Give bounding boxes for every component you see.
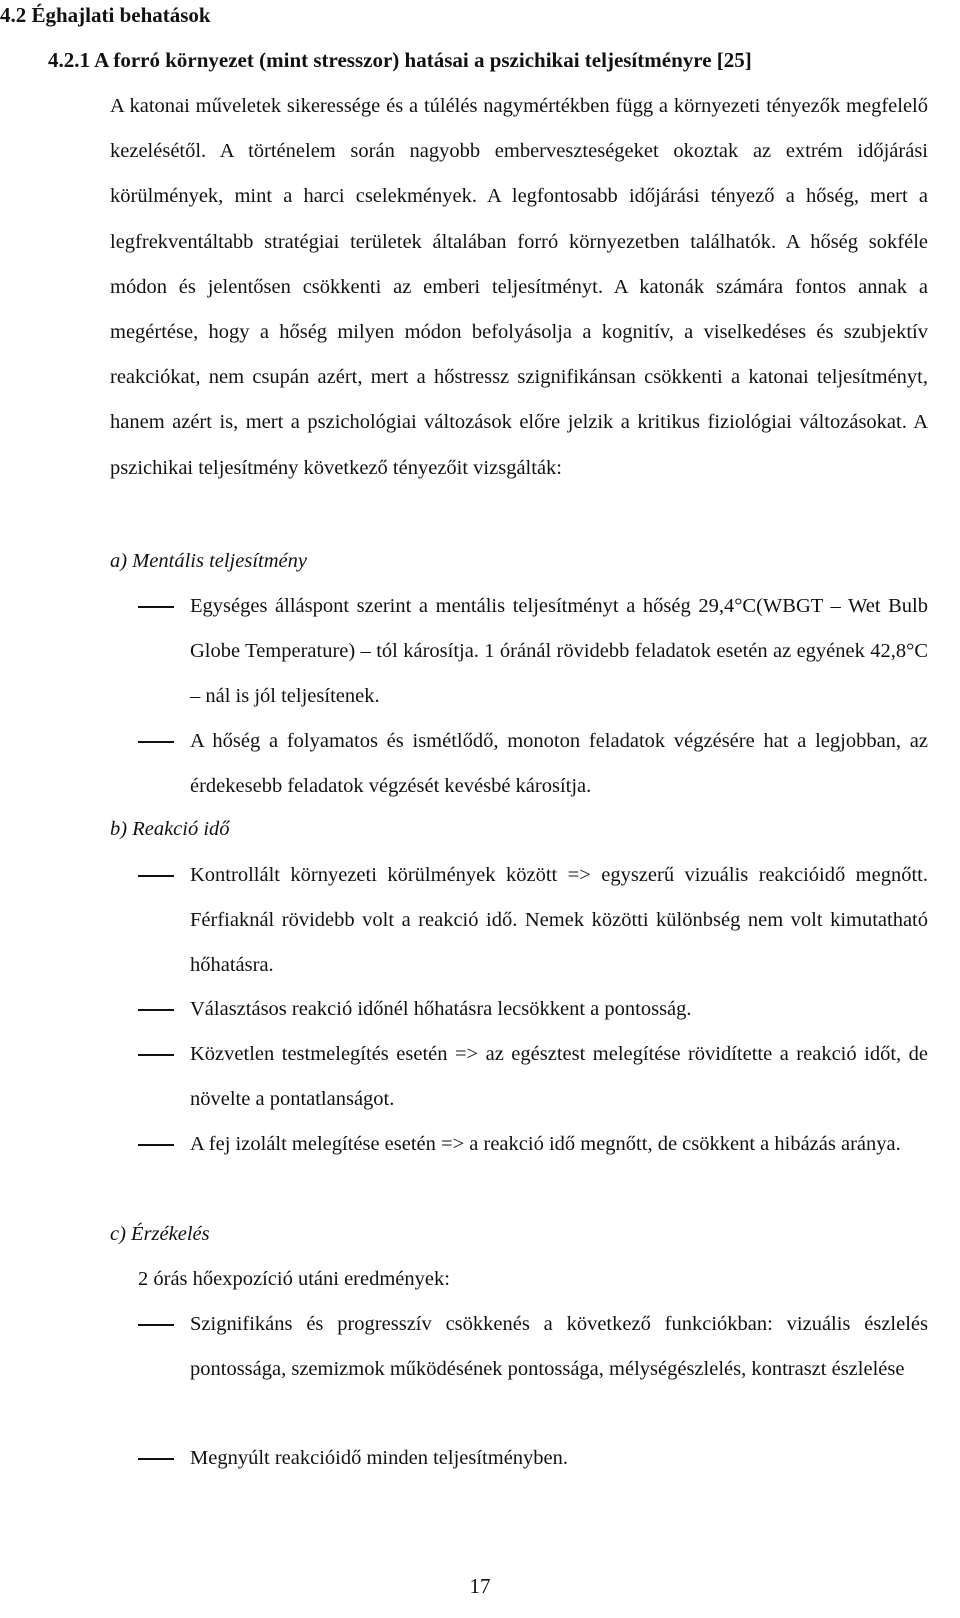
dash-bullet xyxy=(138,741,174,743)
section-b-item-3: Közvetlen testmelegítés esetén => az egésztest melegítése rövidítette a reakció időt, de növelte a pontatlanságot. xyxy=(190,1043,928,1111)
dash-bullet xyxy=(138,1054,174,1056)
section-heading: 4.2 Éghajlati behatások xyxy=(0,3,211,27)
section-c-title: c) Érzékelés xyxy=(110,1223,210,1245)
section-a-item-2: A hőség a folyamatos és ismétlődő, monoton feladatok végzésére hat a legjobban, az érdekesebb feladatok végzését kevésbé károsítja. xyxy=(190,730,928,798)
section-a-title: a) Mentális teljesítmény xyxy=(110,550,307,572)
section-c-item-2: Megnyúlt reakcióidő minden teljesítményben. xyxy=(190,1447,569,1469)
section-c-item-1: Szignifikáns és progresszív csökkenés a következő funkciókban: vizuális észlelés pontossága, szemizmok működésének pontossága, mélységészlelés, kontraszt észlelése xyxy=(190,1313,928,1381)
dash-bullet xyxy=(138,606,174,608)
section-b-item-1: Kontrollált környezeti körülmények között => egyszerű vizuális reakcióidő megnőtt. Férfiaknál rövidebb volt a reakció idő. Nemek közötti különbség nem volt kimutatható hőhatásra. xyxy=(190,864,928,977)
section-c-intro: 2 órás hőexpozíció utáni eredmények: xyxy=(138,1268,450,1290)
dash-bullet xyxy=(138,1144,174,1146)
section-b-item-4: A fej izolált melegítése esetén => a reakció idő megnőtt, de csökkent a hibázás aránya. xyxy=(190,1133,901,1155)
subsection-heading: 4.2.1 A forró környezet (mint stresszor) hatásai a pszichikai teljesítményre [25] xyxy=(48,48,752,72)
intro-paragraph: A katonai műveletek sikeressége és a túlélés nagymértékben függ a környezeti tényezők megfelelő kezelésétől. A történelem során nagyobb emberveszteségeket okoztak az extrém időjárási körülmények, mint a harci cselekmények. A legfontosabb időjárási tényező a hőség, mert a legfrekventáltabb stratégiai területek általában forró környezetben találhatók. A hőség sokféle módon és jelentősen csökkenti az emberi teljesítményt. A katonák számára fontos annak a megértése, hogy a hőség milyen módon befolyásolja a kognitív, a viselkedéses és szubjektív reakciókat, nem csupán azért, mert a hőstressz szignifikánsan csökkenti a katonai teljesítményt, hanem azért is, mert a pszichológiai változások előre jelzik a kritikus fiziológiai változásokat. A pszichikai teljesítmény következő tényezőit vizsgálták: xyxy=(110,95,928,479)
dash-bullet xyxy=(138,1324,174,1326)
page-number: 17 xyxy=(469,1574,491,1598)
section-a-item-1: Egységes álláspont szerint a mentális teljesítményt a hőség 29,4°C(WBGT – Wet Bulb Globe Temperature) – tól károsítja. 1 óránál rövidebb feladatok esetén az egyének 42,8°C – nál is jól teljesítenek. xyxy=(190,595,928,708)
section-b-title: b) Reakció idő xyxy=(110,818,230,840)
dash-bullet xyxy=(138,1458,174,1460)
dash-bullet xyxy=(138,875,174,877)
section-b-item-2: Választásos reakció időnél hőhatásra lecsökkent a pontosság. xyxy=(190,998,692,1020)
dash-bullet xyxy=(138,1009,174,1011)
